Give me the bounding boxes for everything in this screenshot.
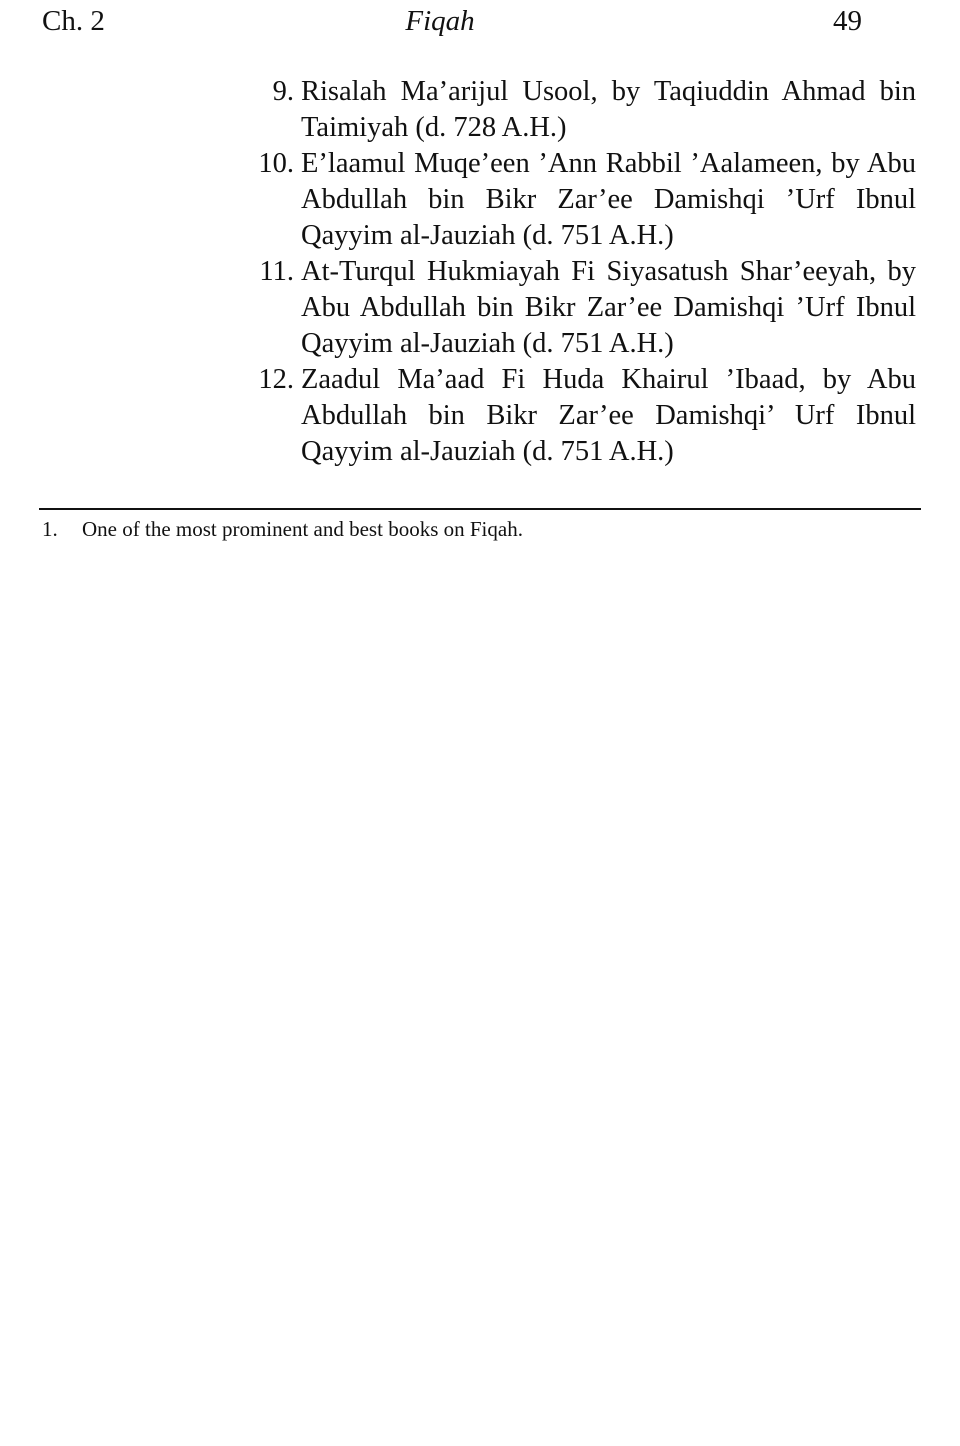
footnote-divider [39, 508, 921, 510]
chapter-label: Ch. 2 [42, 5, 105, 37]
list-item-text: Zaadul Ma’aad Fi Huda Khairul ’Ibaad, by Abu Abdullah bin Bikr Zar’ee Damishqi’ Urf Ibnul Qayyim al-Jauziah (d. 751 A.H.) [301, 364, 916, 467]
list-item-number: 10. [258, 148, 294, 179]
footnote [42, 515, 922, 543]
list-item-number: 12. [258, 364, 294, 395]
footnote-text: One of the most prominent and best books on Fiqah. [82, 517, 523, 541]
footnote-number: 1. [42, 517, 58, 541]
list-item [244, 146, 916, 254]
running-title: Fiqah [405, 5, 475, 37]
list-item [244, 74, 916, 146]
list-item-number: 9. [272, 76, 294, 107]
list-item-text: E’laamul Muqe’een ’Ann Rabbil ’Aalameen, by Abu Abdullah bin Bikr Zar’ee Damishqi ’Urf Ibnul Qayyim al-Jauziah (d. 751 A.H.) [301, 148, 916, 251]
list-item-text: Risalah Ma’arijul Usool, by Taqiuddin Ahmad bin Taimiyah (d. 728 A.H.) [301, 76, 916, 143]
list-item-text: At-Turqul Hukmiayah Fi Siyasatush Shar’eeyah, by Abu Abdullah bin Bikr Zar’ee Damishqi ’Urf Ibnul Qayyim al-Jauziah (d. 751 A.H.) [301, 256, 916, 359]
book-list [244, 74, 916, 470]
list-item-number: 11. [259, 256, 294, 287]
list-item [244, 254, 916, 362]
running-head [0, 0, 960, 44]
page-number: 49 [833, 5, 862, 37]
list-item [244, 362, 916, 470]
